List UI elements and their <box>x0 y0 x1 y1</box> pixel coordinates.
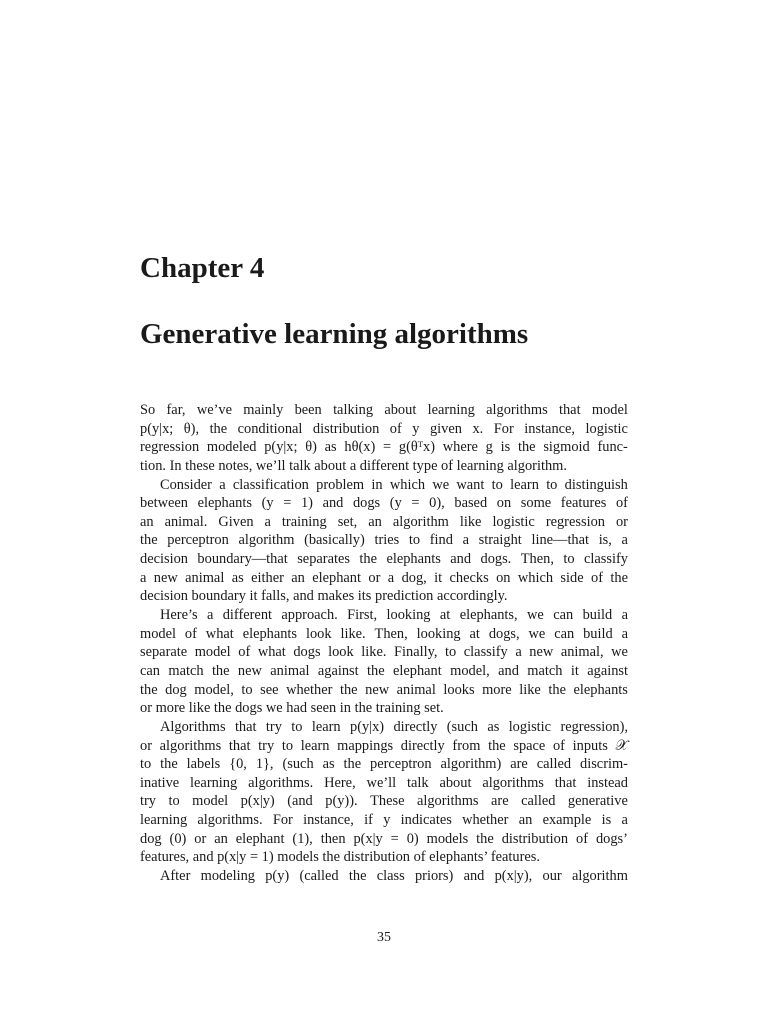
text-line: decision boundary it falls, and makes its prediction accordingly. <box>140 588 508 605</box>
text-line: separate model of what dogs look like. Finally, to classify a new animal, we <box>140 644 628 661</box>
text-line: try to model p(x|y) (and p(y)). These algorithms are called generative <box>140 793 628 810</box>
text-line: tion. In these notes, we’ll talk about a different type of learning algorithm. <box>140 457 567 474</box>
chapter-number: Chapter 4 <box>140 252 265 284</box>
text-line: the perceptron algorithm (basically) tries to find a straight line—that is, a <box>140 532 628 549</box>
text-line: an animal. Given a training set, an algorithm like logistic regression or <box>140 513 628 530</box>
text-line: or more like the dogs we had seen in the training set. <box>140 700 444 717</box>
text-line: After modeling p(y) (called the class priors) and p(x|y), our algorithm <box>160 868 628 885</box>
text-line: Consider a classification problem in which we want to learn to distinguish <box>160 476 628 493</box>
text-line: regression modeled p(y|x; θ) as hθ(x) = g(θᵀx) where g is the sigmoid func- <box>140 439 628 456</box>
text-line: features, and p(x|y = 1) models the distribution of elephants’ features. <box>140 849 540 866</box>
text-line: or algorithms that try to learn mappings directly from the space of inputs 𝒳 <box>140 737 628 754</box>
text-line: can match the new animal against the elephant model, and match it against <box>140 662 628 679</box>
text-line: p(y|x; θ), the conditional distribution of y given x. For instance, logistic <box>140 420 628 437</box>
text-line: dog (0) or an elephant (1), then p(x|y = 0) models the distribution of dogs’ <box>140 830 628 847</box>
text-line: Algorithms that try to learn p(y|x) directly (such as logistic regression), <box>160 718 628 735</box>
text-line: the dog model, to see whether the new animal looks more like the elephants <box>140 681 628 698</box>
text-line: Here’s a different approach. First, looking at elephants, we can build a <box>160 607 628 624</box>
text-line: inative learning algorithms. Here, we’ll talk about algorithms that instead <box>140 774 628 791</box>
page-number: 35 <box>377 930 391 945</box>
text-line: a new animal as either an elephant or a dog, it checks on which side of the <box>140 569 628 586</box>
text-line: decision boundary—that separates the elephants and dogs. Then, to classify <box>140 551 628 568</box>
text-line: between elephants (y = 1) and dogs (y = 0), based on some features of <box>140 495 628 512</box>
chapter-title: Generative learning algorithms <box>140 318 529 350</box>
text-line: to the labels {0, 1}, (such as the perceptron algorithm) are called discrim- <box>140 756 628 773</box>
body-text <box>140 401 628 886</box>
text-line: model of what elephants look like. Then, looking at dogs, we can build a <box>140 625 628 642</box>
text-line: So far, we’ve mainly been talking about learning algorithms that model <box>140 402 628 418</box>
text-line: learning algorithms. For instance, if y indicates whether an example is a <box>140 812 628 829</box>
